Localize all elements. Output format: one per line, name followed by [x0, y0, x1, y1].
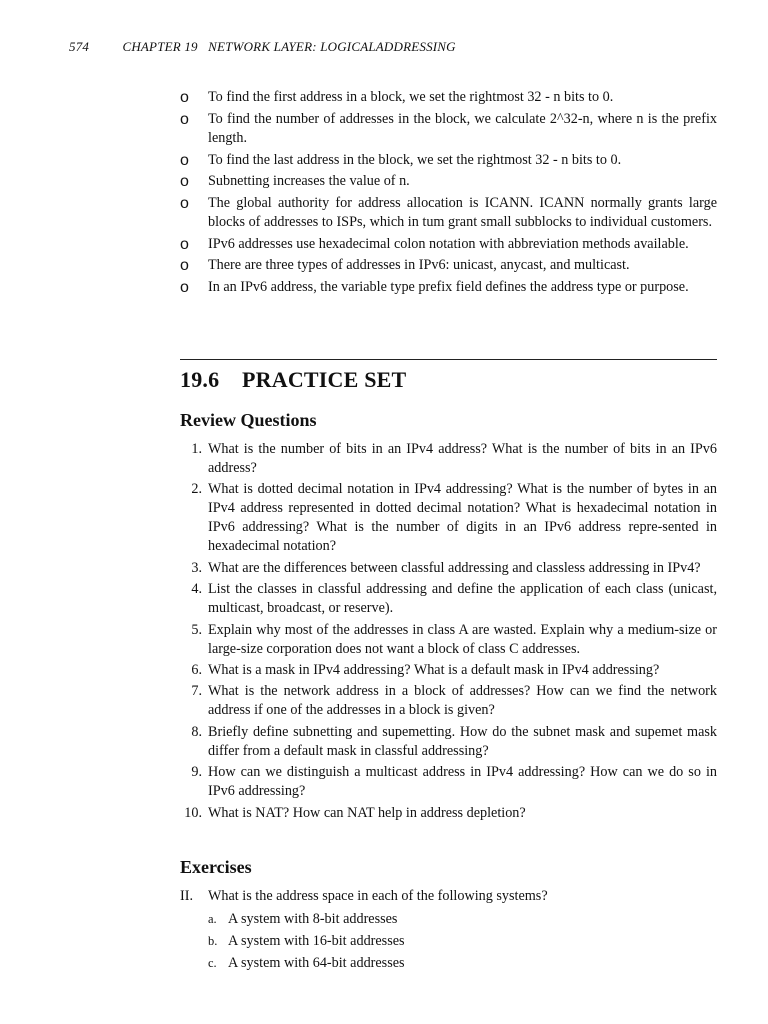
question-text: How can we distinguish a multicast address in IPv4 addressing? How can we do so in IPv6 addressing?	[208, 764, 717, 800]
question-number: 8.	[191, 723, 202, 740]
bullet-item	[180, 151, 717, 171]
running-header	[69, 39, 456, 55]
bullet-item	[180, 256, 717, 276]
bullet-marker: o	[180, 89, 189, 106]
part-text: A system with 8-bit addresses	[228, 911, 398, 927]
question-number: 3.	[191, 559, 202, 576]
bullet-text: The global authority for address allocation is ICANN. ICANN normally grants large blocks of addresses to ISPs, which in tum grant small subblocks to individual customers.	[208, 194, 717, 230]
question-item	[180, 661, 717, 680]
exercise-part	[180, 953, 717, 975]
bullet-item	[180, 194, 717, 233]
question-text: What is NAT? How can NAT help in address depletion?	[208, 804, 526, 821]
chapter-title: NETWORK LAYER: LOGICALADDRESSING	[208, 39, 456, 54]
exercise-item	[180, 887, 717, 906]
question-text: What is a mask in IPv4 addressing? What is a default mask in IPv4 addressing?	[208, 661, 660, 678]
bullet-text: Subnetting increases the value of n.	[208, 173, 410, 189]
section-title-text: PRACTICE SET	[242, 367, 407, 392]
summary-bullet-list	[180, 88, 717, 299]
bullet-item	[180, 172, 717, 192]
bullet-item	[180, 88, 717, 108]
part-letter: a.	[208, 912, 217, 926]
question-number: 2.	[191, 481, 202, 498]
question-text: What is the network address in a block of addresses? How can we find the network address if one of the addresses in a block is given?	[208, 683, 717, 719]
bullet-marker: o	[180, 110, 189, 128]
bullet-marker: o	[180, 235, 189, 253]
section-number: 19.6	[180, 367, 220, 392]
bullet-text: To find the first address in a block, we set the rightmost 32 - n bits to 0.	[208, 89, 614, 105]
bullet-text: There are three types of addresses in IPv6: unicast, anycast, and multicast.	[208, 257, 630, 273]
exercise-list	[180, 887, 717, 974]
section-divider	[180, 359, 717, 360]
bullet-text: IPv6 addresses use hexadecimal colon notation with abbreviation methods available.	[208, 235, 689, 252]
bullet-item	[180, 278, 717, 298]
bullet-marker: o	[180, 151, 189, 169]
exercises-heading: Exercises	[180, 857, 252, 877]
question-item	[180, 480, 717, 556]
bullet-marker: o	[180, 278, 189, 296]
bullet-text: In an IPv6 address, the variable type prefix field defines the address type or purpose.	[208, 278, 689, 295]
review-question-list	[180, 440, 717, 825]
question-text: Briefly define subnetting and supemetting. How do the subnet mask and supemet mask differ from a default mask in classful addressing?	[208, 723, 717, 759]
exercise-part	[180, 931, 717, 953]
bullet-marker: o	[180, 173, 189, 190]
question-number: 10.	[184, 804, 202, 821]
question-item	[180, 559, 717, 578]
bullet-item	[180, 110, 717, 149]
chapter-label: CHAPTER 19	[122, 39, 198, 54]
part-letter: b.	[208, 933, 218, 948]
question-item	[180, 580, 717, 618]
part-text: A system with 64-bit addresses	[228, 954, 405, 971]
question-text: Explain why most of the addresses in class A are wasted. Explain why a medium-size or large-size corporation does not want a block of class C addresses.	[208, 621, 717, 657]
question-item	[180, 723, 717, 761]
question-text: What is dotted decimal notation in IPv4 addressing? What is the number of bytes in an IPv4 address represented in dotted decimal notation? What is hexadecimal notation in IPv6 addressing? What is the number of digits in an IPv6 address repre-sented in hexadecimal notation?	[208, 481, 717, 555]
section-title	[180, 367, 406, 393]
question-text: List the classes in classful addressing and define the application of each class (unicast, multicast, broadcast, or reserve).	[208, 581, 717, 617]
question-number: 4.	[191, 581, 202, 598]
question-item	[180, 440, 717, 478]
exercise-text: What is the address space in each of the following systems?	[208, 888, 548, 904]
question-number: 5.	[191, 621, 202, 638]
part-letter: c.	[208, 955, 217, 970]
bullet-marker: o	[180, 194, 189, 212]
exercise-part	[180, 909, 717, 931]
question-number: 1.	[191, 441, 202, 457]
question-number: 7.	[191, 683, 202, 700]
question-item	[180, 804, 717, 823]
question-item	[180, 682, 717, 720]
question-text: What is the number of bits in an IPv4 address? What is the number of bits in an IPv6 address?	[208, 441, 717, 476]
exercise-number: II.	[180, 888, 193, 904]
question-number: 6.	[191, 661, 202, 678]
bullet-item	[180, 235, 717, 255]
question-item	[180, 763, 717, 801]
question-item	[180, 621, 717, 659]
question-text: What are the differences between classful addressing and classless addressing in IPv4?	[208, 559, 701, 576]
review-questions-heading: Review Questions	[180, 410, 317, 430]
part-text: A system with 16-bit addresses	[228, 932, 405, 949]
bullet-text: To find the number of addresses in the block, we calculate 2^32-n, where n is the prefix length.	[208, 110, 717, 146]
bullet-text: To find the last address in the block, we set the rightmost 32 - n bits to 0.	[208, 151, 622, 168]
question-number: 9.	[191, 764, 202, 781]
page-number: 574	[69, 39, 90, 54]
bullet-marker: o	[180, 257, 189, 274]
